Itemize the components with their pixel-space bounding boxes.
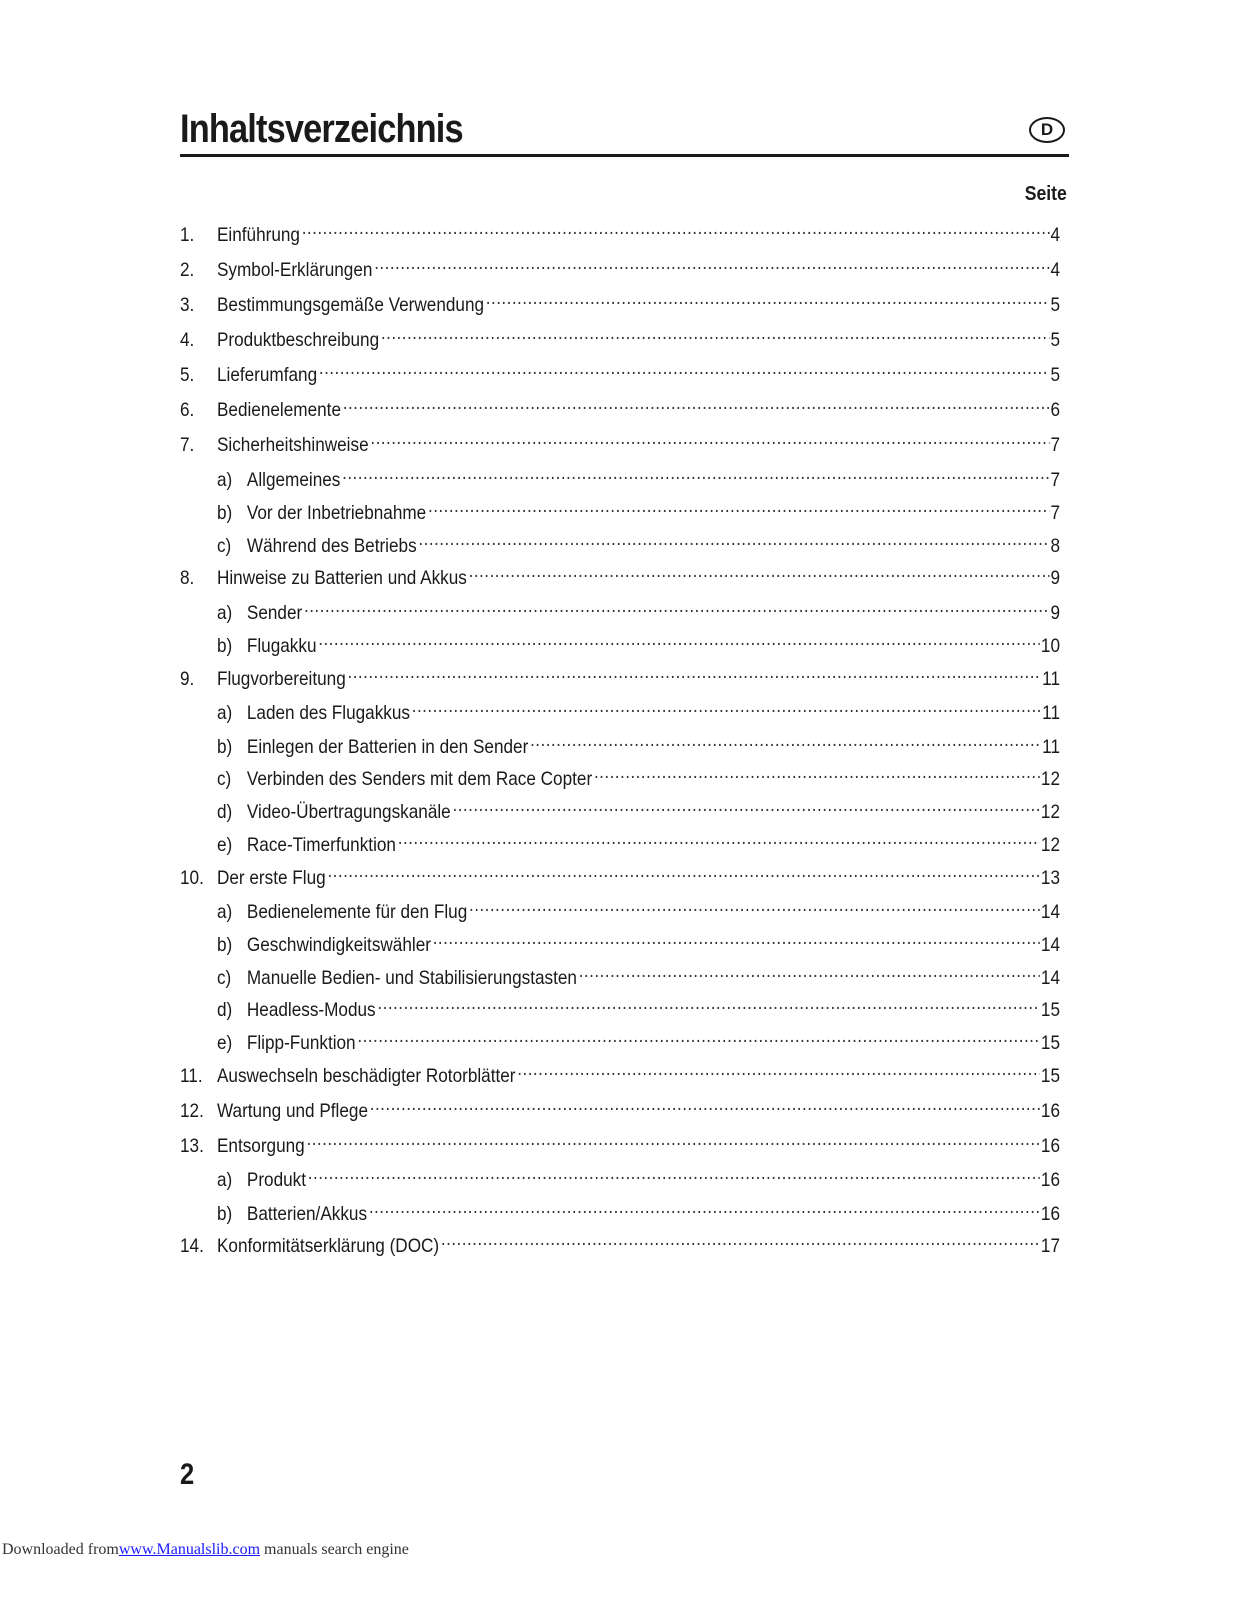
toc-entry-number: b) xyxy=(216,1203,233,1225)
toc-entry-page: 4 xyxy=(1050,259,1060,281)
toc-entry-label: Produktbeschreibung xyxy=(216,329,380,351)
toc-entry-number: 4. xyxy=(180,329,195,351)
toc-entry xyxy=(180,390,1060,421)
toc-entry-page: 7 xyxy=(1050,434,1060,456)
toc-entry-number: b) xyxy=(216,934,233,956)
toc-entry xyxy=(180,1226,1060,1257)
toc-entry xyxy=(180,1194,1060,1225)
toc-entry-number: a) xyxy=(216,602,233,624)
page-column-label: Seite xyxy=(1024,183,1067,205)
toc-entry-label: Auswechseln beschädigter Rotorblätter xyxy=(216,1065,516,1087)
toc-entry-number: 14. xyxy=(180,1235,204,1257)
page-title: Inhaltsverzeichnis xyxy=(180,107,463,151)
toc-entry-page: 14 xyxy=(1040,901,1060,923)
toc-entry-page: 14 xyxy=(1040,934,1060,956)
toc-entry-number: a) xyxy=(216,469,233,491)
toc-entry xyxy=(180,727,1060,758)
toc-entry-page: 16 xyxy=(1040,1169,1060,1191)
toc-dot-leader xyxy=(318,626,1040,652)
toc-entry-page: 7 xyxy=(1050,502,1060,524)
toc-entry-number: c) xyxy=(216,535,232,557)
toc-entry-label: Entsorgung xyxy=(216,1135,305,1157)
toc-entry-number: b) xyxy=(216,736,233,758)
footer-suffix: manuals search engine xyxy=(260,1541,409,1558)
toc-entry-label: Während des Betriebs xyxy=(246,535,417,557)
toc-dot-leader xyxy=(319,355,1050,381)
toc-entry-number: 8. xyxy=(180,567,195,589)
toc-entry-number: 5. xyxy=(180,364,195,386)
toc-entry xyxy=(180,693,1060,724)
toc-entry-page: 16 xyxy=(1040,1203,1060,1225)
toc-entry xyxy=(180,825,1060,856)
toc-entry-label: Der erste Flug xyxy=(216,867,326,889)
toc-entry-number: 12. xyxy=(180,1100,204,1122)
toc-entry xyxy=(180,1126,1060,1157)
toc-entry-label: Sicherheitshinweise xyxy=(216,434,369,456)
toc-entry xyxy=(180,493,1060,524)
toc-entry xyxy=(180,526,1060,557)
toc-dot-leader xyxy=(370,425,1049,451)
toc-entry-number: e) xyxy=(216,1032,233,1054)
toc-dot-leader xyxy=(517,1056,1040,1082)
toc-entry-page: 11 xyxy=(1042,668,1060,690)
toc-entry-page: 5 xyxy=(1050,329,1060,351)
toc-dot-leader xyxy=(398,825,1040,851)
toc-dot-leader xyxy=(486,285,1050,311)
toc-dot-leader xyxy=(418,526,1049,552)
toc-entry-label: Einführung xyxy=(216,224,300,246)
toc-entry-label: Geschwindigkeitswähler xyxy=(246,934,431,956)
toc-entry-number: 11. xyxy=(180,1065,203,1087)
toc-entry-page: 15 xyxy=(1040,1032,1060,1054)
toc-entry-page: 13 xyxy=(1040,867,1060,889)
toc-entry-page: 16 xyxy=(1040,1135,1060,1157)
toc-entry-label: Einlegen der Batterien in den Sender xyxy=(246,736,529,758)
toc-entry-label: Manuelle Bedien- und Stabilisierungstasten xyxy=(246,967,577,989)
toc-entry-page: 6 xyxy=(1050,399,1060,421)
toc-entry-label: Flipp-Funktion xyxy=(246,1032,356,1054)
language-badge: D xyxy=(1029,117,1065,143)
toc-entry-label: Batterien/Akkus xyxy=(246,1203,368,1225)
toc-entry-page: 5 xyxy=(1050,364,1060,386)
toc-entry-number: 7. xyxy=(180,434,195,456)
toc-dot-leader xyxy=(343,390,1050,416)
toc-entry-label: Race-Timerfunktion xyxy=(246,834,396,856)
toc-entry-label: Flugvorbereitung xyxy=(216,668,346,690)
toc-dot-leader xyxy=(374,250,1049,276)
download-footer xyxy=(2,1541,409,1559)
toc-entry-number: 6. xyxy=(180,399,195,421)
toc-dot-leader xyxy=(348,659,1042,685)
toc-dot-leader xyxy=(302,215,1050,241)
toc-entry-label: Lieferumfang xyxy=(216,364,318,386)
toc-dot-leader xyxy=(579,958,1040,984)
toc-entry-number: c) xyxy=(216,768,232,790)
toc-dot-leader xyxy=(308,1160,1040,1186)
toc-entry-label: Bestimmungsgemäße Verwendung xyxy=(216,294,485,316)
toc-entry-page: 11 xyxy=(1042,736,1060,758)
toc-dot-leader xyxy=(469,558,1050,584)
toc-entry xyxy=(180,626,1060,657)
toc-entry-number: d) xyxy=(216,801,233,823)
toc-entry-label: Headless-Modus xyxy=(246,999,376,1021)
toc-entry-number: b) xyxy=(216,502,233,524)
toc-entry xyxy=(180,792,1060,823)
toc-dot-leader xyxy=(342,460,1049,486)
toc-dot-leader xyxy=(381,320,1050,346)
footer-prefix: Downloaded from xyxy=(2,1541,119,1558)
toc-entry xyxy=(180,355,1060,386)
toc-dot-leader xyxy=(433,925,1040,951)
toc-entry xyxy=(180,1091,1060,1122)
toc-entry xyxy=(180,250,1060,281)
toc-entry-number: 3. xyxy=(180,294,195,316)
toc-entry-page: 4 xyxy=(1050,224,1060,246)
toc-entry-number: 13. xyxy=(180,1135,204,1157)
toc-entry xyxy=(180,320,1060,351)
toc-dot-leader xyxy=(377,990,1040,1016)
toc-dot-leader xyxy=(452,792,1040,818)
toc-dot-leader xyxy=(307,1126,1041,1152)
toc-entry-page: 16 xyxy=(1040,1100,1060,1122)
toc-entry-page: 15 xyxy=(1040,1065,1060,1087)
toc-entry xyxy=(180,858,1060,889)
toc-entry-label: Flugakku xyxy=(246,635,317,657)
toc-entry-page: 7 xyxy=(1050,469,1060,491)
toc-entry xyxy=(180,425,1060,456)
toc-dot-leader xyxy=(594,759,1040,785)
toc-entry-page: 5 xyxy=(1050,294,1060,316)
toc-entry-number: b) xyxy=(216,635,233,657)
toc-entry-number: d) xyxy=(216,999,233,1021)
toc-entry-number: a) xyxy=(216,1169,233,1191)
toc-entry-page: 12 xyxy=(1040,801,1060,823)
toc-entry-label: Symbol-Erklärungen xyxy=(216,259,373,281)
toc-entry xyxy=(180,215,1060,246)
toc-dot-leader xyxy=(469,892,1040,918)
toc-dot-leader xyxy=(428,493,1050,519)
toc-entry-label: Vor der Inbetriebnahme xyxy=(246,502,427,524)
toc-entry xyxy=(180,558,1060,589)
table-of-contents xyxy=(180,0,1062,1600)
toc-entry-page: 12 xyxy=(1040,834,1060,856)
toc-dot-leader xyxy=(357,1023,1040,1049)
toc-entry-number: 10. xyxy=(180,867,204,889)
toc-entry-label: Allgemeines xyxy=(246,469,341,491)
toc-entry-label: Laden des Flugakkus xyxy=(246,702,411,724)
toc-entry-label: Sender xyxy=(246,602,303,624)
toc-entry-number: a) xyxy=(216,702,233,724)
toc-entry-label: Verbinden des Senders mit dem Race Copter xyxy=(246,768,593,790)
toc-entry-page: 8 xyxy=(1050,535,1060,557)
manualslib-link[interactable]: www.Manualslib.com xyxy=(118,1541,261,1558)
toc-dot-leader xyxy=(412,693,1042,719)
toc-entry xyxy=(180,659,1060,690)
toc-entry xyxy=(180,759,1060,790)
toc-entry-page: 14 xyxy=(1040,967,1060,989)
toc-dot-leader xyxy=(369,1194,1040,1220)
toc-entry-page: 15 xyxy=(1040,999,1060,1021)
toc-entry-label: Bedienelemente für den Flug xyxy=(246,901,468,923)
toc-entry-page: 11 xyxy=(1042,702,1060,724)
toc-entry xyxy=(180,990,1060,1021)
toc-entry-page: 9 xyxy=(1050,567,1060,589)
toc-entry-label: Produkt xyxy=(246,1169,307,1191)
toc-entry-page: 9 xyxy=(1050,602,1060,624)
toc-entry xyxy=(180,892,1060,923)
toc-entry xyxy=(180,593,1060,624)
toc-dot-leader xyxy=(370,1091,1040,1117)
toc-entry-number: c) xyxy=(216,967,232,989)
toc-entry-label: Bedienelemente xyxy=(216,399,341,421)
toc-entry-label: Konformitätserklärung (DOC) xyxy=(216,1235,440,1257)
toc-entry-number: 9. xyxy=(180,668,195,690)
toc-entry-page: 17 xyxy=(1040,1235,1060,1257)
toc-entry xyxy=(180,460,1060,491)
page-number: 2 xyxy=(180,1458,195,1491)
toc-entry-label: Wartung und Pflege xyxy=(216,1100,369,1122)
toc-entry-number: 1. xyxy=(180,224,195,246)
toc-entry xyxy=(180,1160,1060,1191)
toc-entry-page: 10 xyxy=(1040,635,1060,657)
toc-entry-label: Hinweise zu Batterien und Akkus xyxy=(216,567,467,589)
toc-entry-label: Video-Übertragungskanäle xyxy=(246,801,451,823)
toc-dot-leader xyxy=(530,727,1041,753)
toc-entry-number: e) xyxy=(216,834,233,856)
toc-dot-leader xyxy=(441,1226,1040,1252)
toc-entry xyxy=(180,958,1060,989)
toc-entry xyxy=(180,925,1060,956)
toc-dot-leader xyxy=(304,593,1050,619)
toc-entry-page: 12 xyxy=(1040,768,1060,790)
toc-entry-number: a) xyxy=(216,901,233,923)
toc-dot-leader xyxy=(327,858,1040,884)
toc-entry xyxy=(180,1056,1060,1087)
toc-entry-number: 2. xyxy=(180,259,195,281)
toc-entry xyxy=(180,285,1060,316)
toc-entry xyxy=(180,1023,1060,1054)
